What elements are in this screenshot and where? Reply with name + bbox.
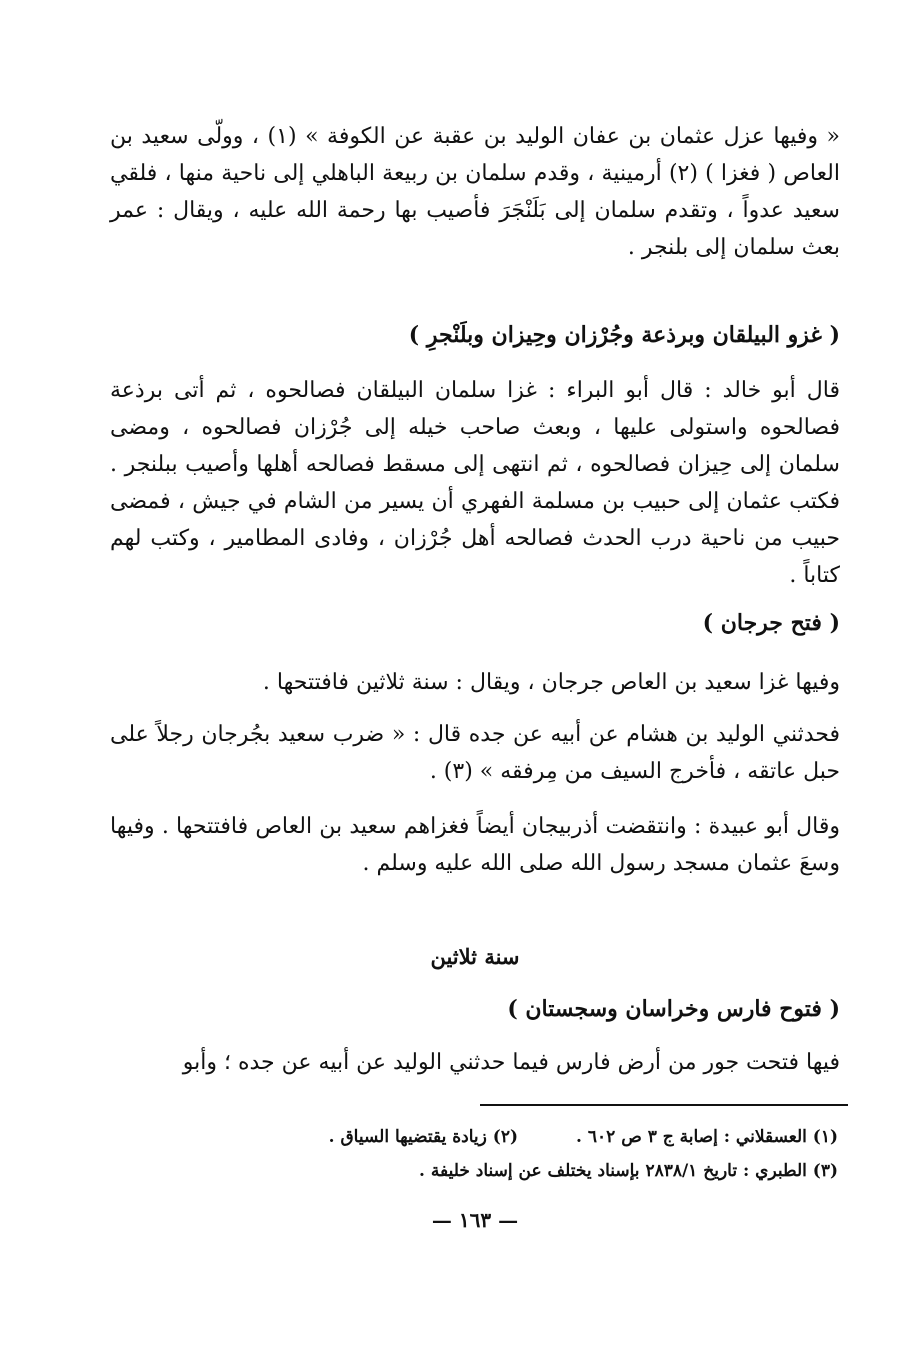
- page-number: — ١٦٣ —: [431, 1208, 519, 1232]
- paragraph-2: قال أبو خالد : قال أبو البراء : غزا سلمان البيلقان فصالحوه ، ثم أتى برذعة فصالحوه واستولى عليها ، وبعث صاحب خيله إلى جُرْزان فصالحوه ، ومضى سلمان إلى حِيزان فصالحوه ، ثم انتهى إلى مسقط فصالحه أهلها وأصيب ببلنجر . فكتب عثمان إلى حبيب بن مسلمة الفهري أن يسير من الشام في جيش ، فمضى حبيب من ناحية درب الحدث فصالحه أهل جُرْزان ، وفادى المطامير ، وكتب لهم كتاباً .: [110, 378, 840, 588]
- paragraph-6: فيها فتحت جور من أرض فارس فيما حدثني الوليد عن أبيه عن جده ؛ وأبو: [182, 1050, 840, 1075]
- paragraph-1: « وفيها عزل عثمان بن عفان الوليد بن عقبة عن الكوفة » (١) ، وولّى سعيد بن العاص ( فغزا ) (٢) أرمينية ، وقدم سلمان بن ربيعة الباهلي إلى ناحية منها ، فلقي سعيد عدواً ، وتقدم سلمان إلى بَلَنْجَرَ فأصيب بها رحمة الله عليه ، ويقال : عمر بعث سلمان إلى بلنجر .: [110, 124, 840, 260]
- paragraph-4: فحدثني الوليد بن هشام عن أبيه عن جده قال : « ضرب سعيد بجُرجان رجلاً على حبل عاتقه ، فأخرج السيف من مِرفقه » (٣) .: [110, 722, 840, 784]
- footnote-1: (١) العسقلاني : إصابة ج ٣ ص ٦٠٢ .: [576, 1127, 838, 1147]
- section-heading-jurjan: ( فتح جرجان ): [702, 610, 840, 636]
- section-heading-fars: ( فتوح فارس وخراسان وسجستان ): [507, 996, 840, 1022]
- year-heading: سنة ثلاثين: [430, 944, 520, 969]
- footnote-2: (٢) زيادة يقتضيها السياق .: [328, 1127, 518, 1147]
- paragraph-3: وفيها غزا سعيد بن العاص جرجان ، ويقال : سنة ثلاثين فافتتحها .: [262, 670, 840, 695]
- footnote-3: (٣) الطبري : تاريخ ٢٨٣٨/١ بإسناد يختلف عن إسناد خليفة .: [419, 1161, 838, 1181]
- paragraph-5: وقال أبو عبيدة : وانتقضت أذربيجان أيضاً فغزاهم سعيد بن العاص فافتتحها . وفيها وسعَ عثمان مسجد رسول الله صلى الله عليه وسلم .: [110, 814, 840, 876]
- section-heading-bilqan: ( غزو البيلقان وبرذعة وجُرْزان وحِيزان وبلَنْجرِ ): [408, 322, 840, 348]
- footnote-row-1: [110, 1124, 838, 1150]
- footnote-divider: [480, 1104, 848, 1106]
